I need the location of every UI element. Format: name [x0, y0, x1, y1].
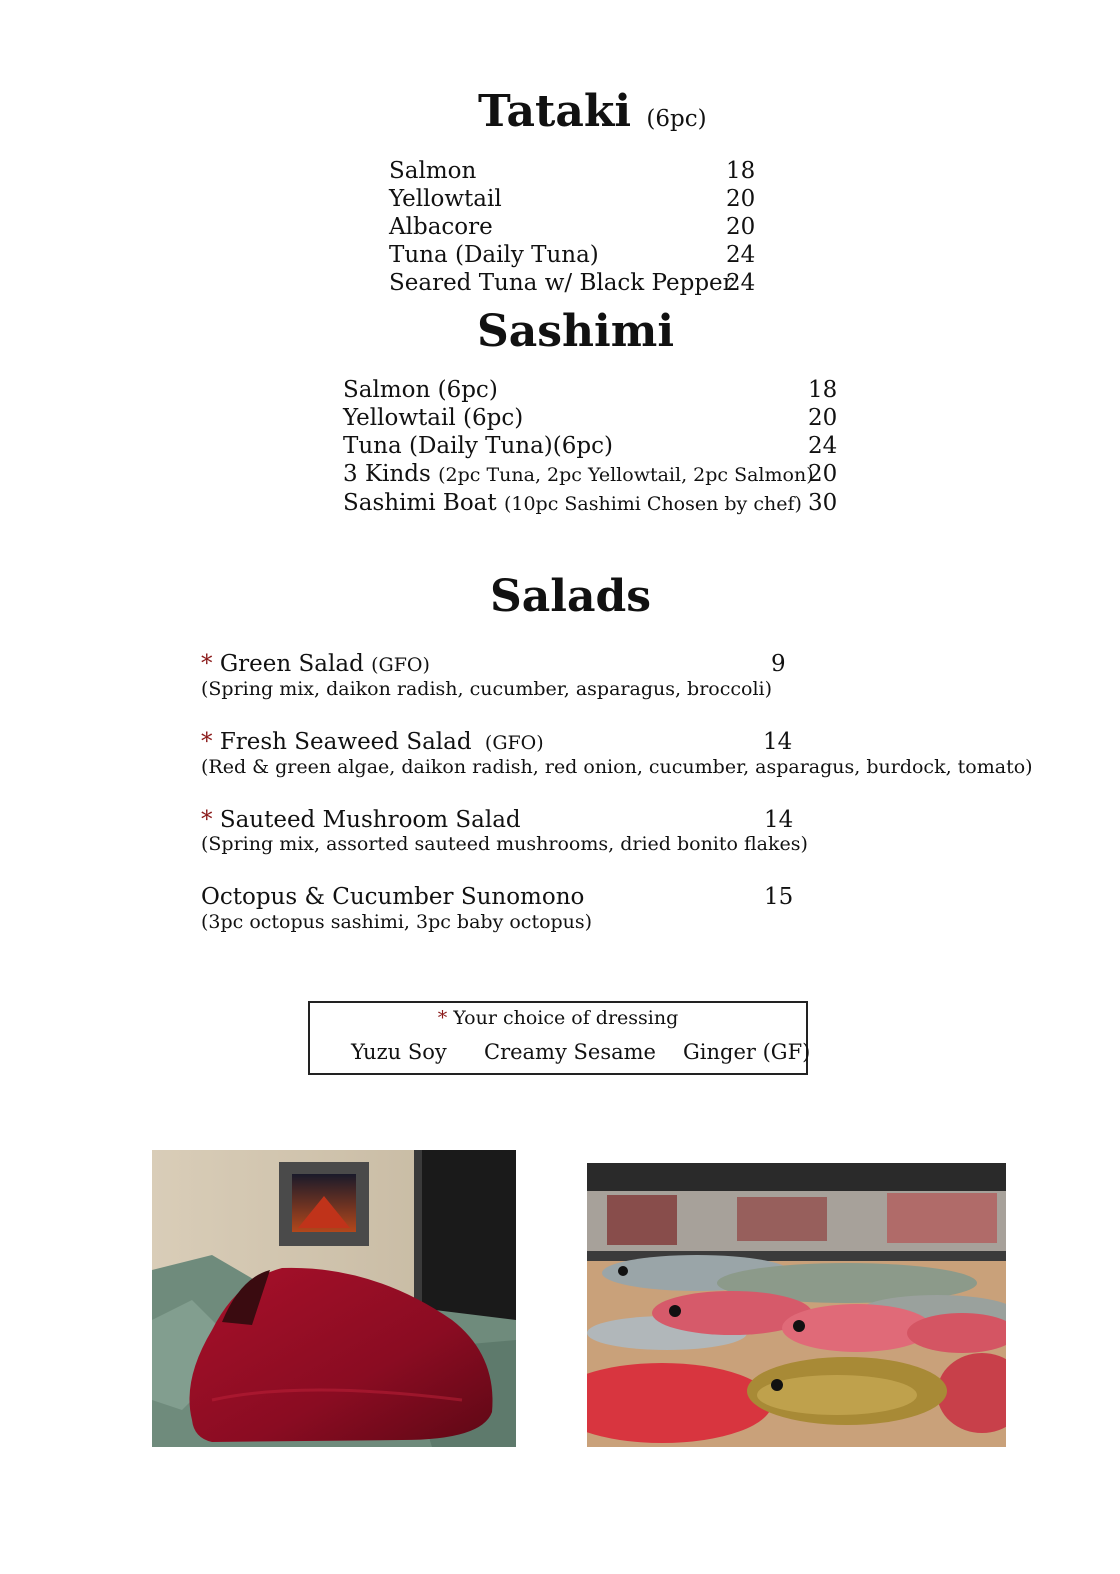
item-name: Yellowtail (6pc)	[343, 405, 524, 431]
item-price: 24	[726, 270, 756, 296]
item-name: Salmon	[389, 158, 477, 184]
item-price: 14	[764, 807, 794, 833]
item-price: 20	[808, 461, 838, 487]
tuna-block-photo	[152, 1150, 516, 1447]
list-item	[343, 376, 843, 404]
item-price: 9	[771, 651, 786, 677]
list-item	[343, 460, 843, 489]
fish-display-photo	[587, 1163, 1006, 1447]
item-tag: (GFO)	[371, 654, 430, 676]
dressing-option: Ginger (GF)	[683, 1040, 811, 1064]
item-description: (Red & green algae, daikon radish, red onion, cucumber, asparagus, burdock, tomato)	[201, 756, 1033, 778]
list-item	[389, 213, 769, 241]
tataki-list	[389, 157, 769, 297]
item-name: Albacore	[389, 214, 493, 240]
item-price: 18	[808, 377, 838, 403]
salad-item	[201, 883, 801, 911]
list-item	[389, 157, 769, 185]
item-name: Tuna (Daily Tuna)(6pc)	[343, 433, 613, 459]
dressing-title-text: Your choice of dressing	[453, 1007, 679, 1029]
star-marker: *	[201, 729, 213, 755]
item-name: Sashimi Boat	[343, 490, 497, 516]
item-price: 15	[764, 884, 794, 910]
item-name: 3 Kinds	[343, 461, 431, 487]
item-name: Seared Tuna w/ Black Pepper	[389, 270, 734, 296]
item-name: Fresh Seaweed Salad	[219, 729, 472, 755]
item-price: 18	[726, 158, 756, 184]
list-item	[343, 404, 843, 432]
salad-item	[201, 728, 801, 757]
item-tag: (GFO)	[484, 732, 544, 754]
dressing-option: Creamy Sesame	[484, 1040, 656, 1064]
star-marker: *	[437, 1007, 448, 1029]
dressing-title	[310, 1007, 806, 1029]
item-name: Yellowtail	[389, 186, 502, 212]
star-marker: *	[201, 807, 213, 833]
item-price: 20	[726, 186, 756, 212]
item-note: (10pc Sashimi Chosen by chef)	[503, 493, 802, 515]
item-name: Green Salad	[219, 651, 364, 677]
fish-display-image	[587, 1163, 1006, 1447]
item-price: 24	[726, 242, 756, 268]
list-item	[343, 489, 843, 518]
item-price: 24	[808, 433, 838, 459]
item-price: 20	[808, 405, 838, 431]
item-price: 20	[726, 214, 756, 240]
tataki-heading	[478, 86, 707, 137]
salad-item	[201, 806, 801, 834]
item-note: (2pc Tuna, 2pc Yellowtail, 2pc Salmon)	[438, 464, 814, 486]
list-item	[389, 185, 769, 213]
item-name: Tuna (Daily Tuna)	[389, 242, 599, 268]
dressing-box	[308, 1001, 811, 1075]
item-description: (3pc octopus sashimi, 3pc baby octopus)	[201, 911, 593, 933]
item-price: 30	[808, 490, 838, 516]
tataki-title: Tataki	[478, 86, 632, 137]
item-name: Sauteed Mushroom Salad	[219, 807, 521, 833]
sashimi-heading: Sashimi	[477, 306, 675, 357]
item-name: Salmon (6pc)	[343, 377, 498, 403]
list-item	[389, 241, 769, 269]
tuna-block-image	[152, 1150, 516, 1447]
item-description: (Spring mix, assorted sauteed mushrooms, dried bonito flakes)	[201, 833, 808, 855]
tataki-subtitle: (6pc)	[646, 106, 707, 132]
list-item	[343, 432, 843, 460]
sashimi-list	[343, 376, 843, 518]
item-name: Octopus & Cucumber Sunomono	[201, 884, 585, 910]
item-description: (Spring mix, daikon radish, cucumber, asparagus, broccoli)	[201, 678, 773, 700]
list-item	[389, 269, 769, 297]
star-marker: *	[201, 651, 213, 677]
salads-heading: Salads	[490, 571, 652, 622]
salad-item	[201, 650, 801, 679]
dressing-option: Yuzu Soy	[351, 1040, 447, 1064]
item-price: 14	[763, 729, 793, 755]
